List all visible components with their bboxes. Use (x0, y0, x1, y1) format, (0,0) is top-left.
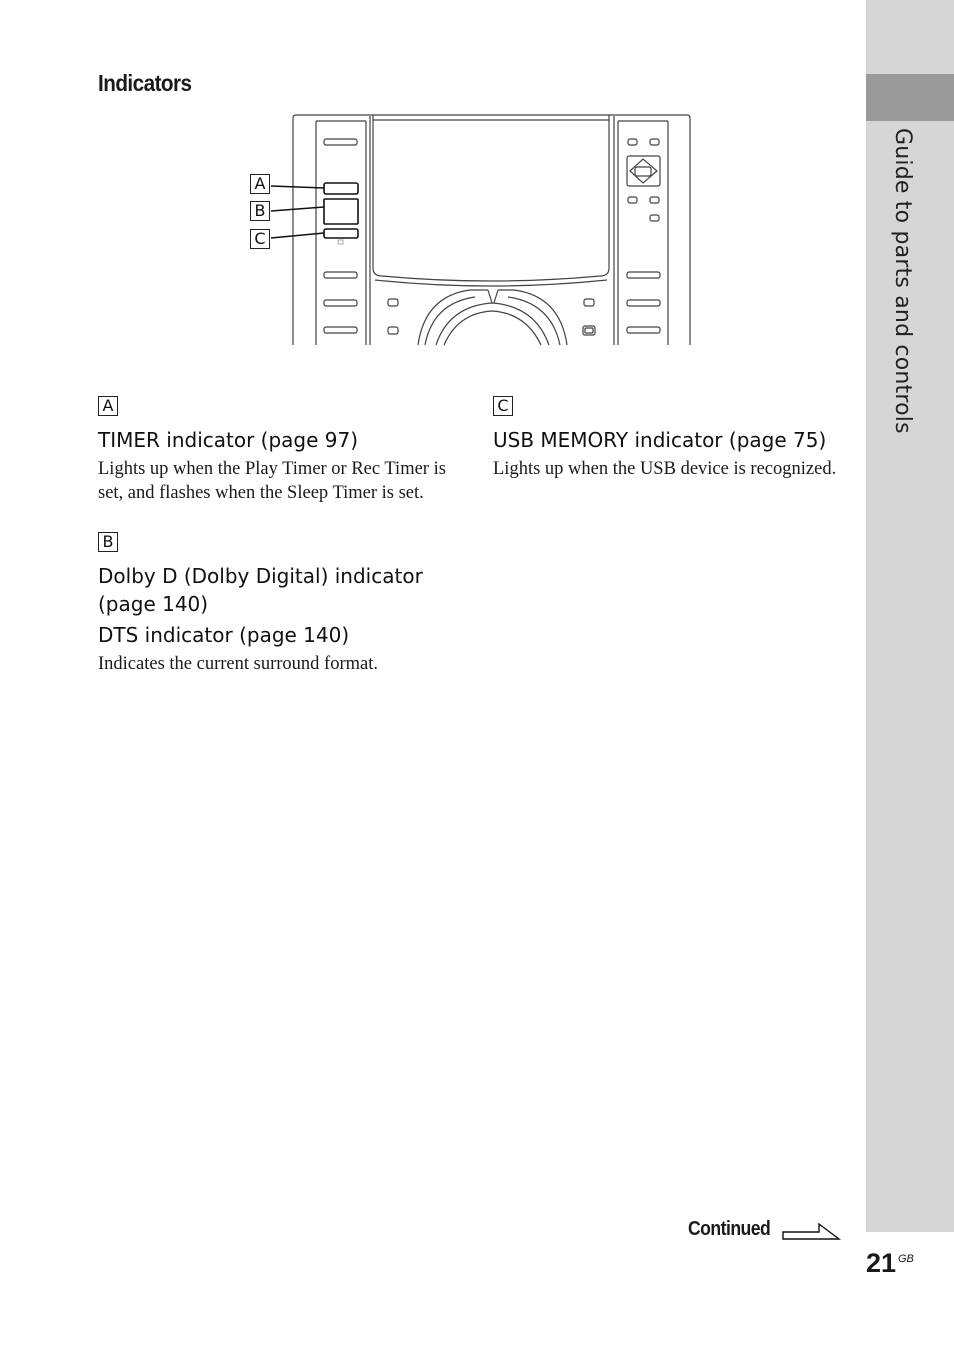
item-letter: A (98, 396, 118, 416)
section-title: Indicators (98, 70, 192, 96)
item-letter: C (493, 396, 513, 416)
item-body: Lights up when the USB device is recognized. (493, 459, 837, 479)
callout-b-label: B (250, 201, 270, 221)
item-dolby-dts (98, 532, 448, 676)
dolby-dts-indicator-shape (324, 199, 358, 224)
item-letter: B (98, 532, 118, 552)
side-tab-label: Guide to parts and controls (890, 128, 915, 434)
item-heading: TIMER indicator (page 97) (98, 428, 359, 452)
timer-indicator-shape (324, 183, 358, 194)
item-usb-memory (493, 396, 853, 481)
usb-indicator-shape (324, 229, 358, 238)
continued-arrow-icon (782, 1219, 842, 1243)
left-column (98, 396, 448, 703)
device-illustration (0, 0, 954, 400)
callout-c-label: C (250, 229, 270, 249)
item-timer (98, 396, 448, 505)
continued-label: Continued (688, 1218, 771, 1240)
right-column (493, 396, 853, 508)
page-number: 21 (866, 1248, 897, 1278)
page-region-suffix: GB (898, 1253, 914, 1265)
callout-a-label: A (250, 174, 270, 194)
item-heading: Dolby D (Dolby Digital) indicator (page 140) (98, 564, 423, 616)
item-subheading: DTS indicator (page 140) (98, 623, 350, 647)
item-heading: USB MEMORY indicator (page 75) (493, 428, 827, 452)
item-body: Indicates the current surround format. (98, 654, 378, 674)
item-body: Lights up when the Play Timer or Rec Timer is set, and flashes when the Sleep Timer is set. (98, 459, 446, 503)
